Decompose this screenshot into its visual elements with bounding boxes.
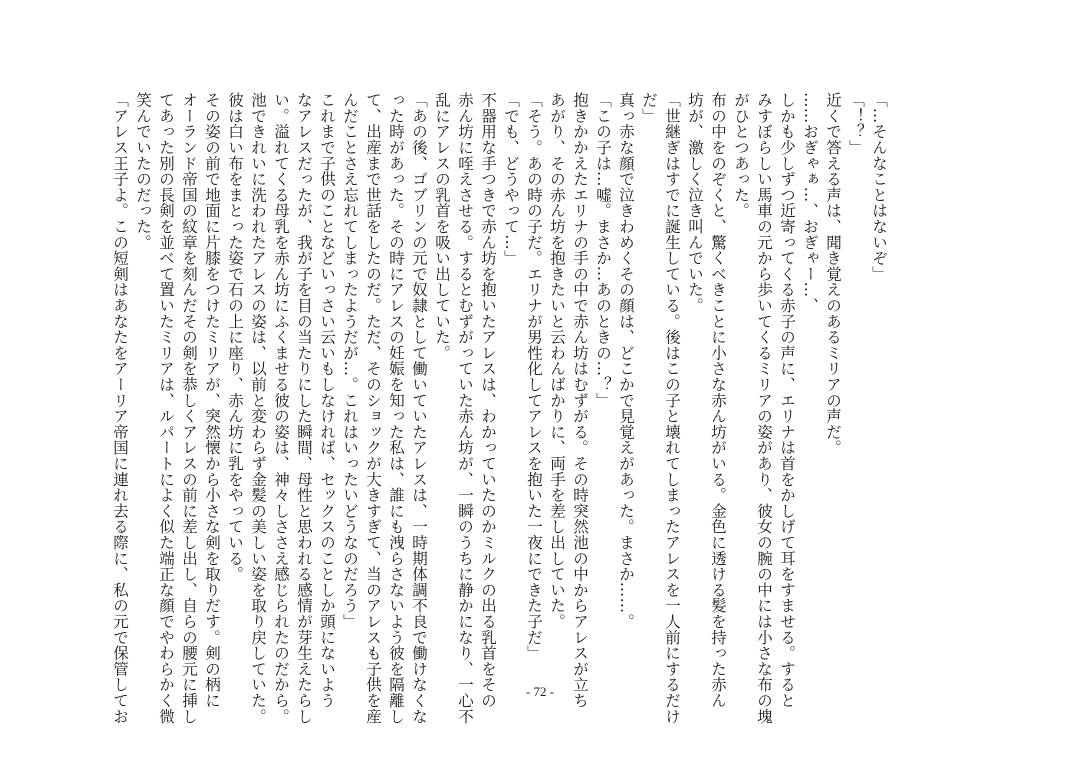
text-line: 彼は白い布をまとった姿で石の上に座り、赤ん坊に乳をやっている。 (226, 92, 244, 582)
text-line: 不器用な手つきで赤ん坊を抱いたアレスは、わかっていたのかミルクの出る乳首をその (479, 92, 497, 709)
text-line: った時があった。その時にアレスの妊娠を知った私は、誰にも洩らさないよう彼を隔離し (387, 92, 405, 724)
text-line: その姿の前で地面に片膝をつけたミリアが、突然懐から小さな剣を取りだす。剣の柄に (203, 92, 221, 709)
text-line: しかも少しずつ近寄ってくる赤子の声に、エリナは首をかしげて耳をすませる。すると (778, 92, 796, 709)
text-line: 「…そんなことはないぞ」 (870, 92, 888, 282)
text-line: 「この子は…嘘。まさか…あのときの…？」 (594, 92, 612, 408)
text-line: がひとつあった。 (732, 92, 750, 219)
text-line: てあった別の長剣を並べて置いたミリアは、ルパートによく似た端正な顔でやわらかく微 (157, 92, 175, 724)
text-line: オーランド帝国の紋章を刻んだその剣を恭しくアレスの前に差し出し、自らの腰元に挿し (180, 92, 198, 724)
text-line: 真っ赤な顔で泣きわめくその顔は、どこかで見覚えがあった。まさか……。 (617, 92, 635, 630)
text-line: なアレスだったが、我が子を目の当たりにした瞬間、母性と思われる感情が芽生えたらし (295, 92, 313, 724)
text-line: んだことさえ忘れてしまったようだが…。これはいったいどうなのだろう」 (341, 92, 359, 630)
text-line: 「！？」 (847, 92, 865, 156)
text-line: ……おぎゃぁ…、おぎゃー…、 (801, 92, 819, 314)
text-line: だ」 (640, 92, 658, 124)
text-line: これまで子供のことなどいっさい云いもしなければ、セックスのことしか頭にないよう (318, 92, 336, 709)
text-line: て、出産まで世話をしたのだ。ただ、そのショックが大きすぎて、当のアレスも子供を産 (364, 92, 382, 724)
text-line: 「でも、どうやって…」 (502, 92, 520, 266)
text-line: 池できれいに洗われたアレスの姿は、以前と変わらず金髪の美しい姿を取り戻していた。 (249, 92, 267, 724)
text-line: 「アレス王子よ。この短剣はあなたをアーリア帝国に連れ去る際に、私の元で保管してお (111, 92, 129, 724)
text-line: 坊が、激しく泣き叫んでいた。 (686, 92, 704, 314)
text-line: あがり、その赤ん坊を抱きたいと云わんばかりに、両手を差し出していた。 (548, 92, 566, 630)
text-line: 笑んでいたのだった。 (134, 92, 152, 250)
text-line: 「世継ぎはすでに誕生している。後はこの子と壊れてしまったアレスを一人前にするだけ (663, 92, 681, 724)
text-line: 布の中をのぞくと、驚くべきことに小さな赤ん坊がいる。金色に透ける髪を持った赤ん (709, 92, 727, 709)
text-line: い。溢れてくる母乳を赤ん坊にふくませる彼の姿は、神々しささえ感じられたのだから。 (272, 92, 290, 724)
text-line: みすぼらしい馬車の元から歩いてくるミリアの姿があり、彼女の腕の中には小さな布の塊 (755, 92, 773, 724)
text-line: 「あの後、ゴブリンの元で奴隷として働いていたアレスは、一時期体調不良で働けなくな (410, 92, 428, 724)
text-line: 抱きかかえたエリナの手の中で赤ん坊はむずがる。その時突然池の中からアレスが立ち (571, 92, 589, 709)
text-line: 「そう。あの時の子だ。エリナが男性化してアレスを抱いた一夜にできた子だ」 (525, 92, 543, 661)
page-number: - 72 - (525, 684, 555, 699)
text-line: 近くで答える声は、聞き覚えのあるミリアの声だ。 (824, 92, 842, 456)
text-line: 乱にアレスの乳首を吸い出していた。 (433, 92, 451, 361)
text-line: 赤ん坊に咥えさせる。するとむずがっていた赤ん坊が、一瞬のうちに静かになり、一心不 (456, 92, 474, 724)
